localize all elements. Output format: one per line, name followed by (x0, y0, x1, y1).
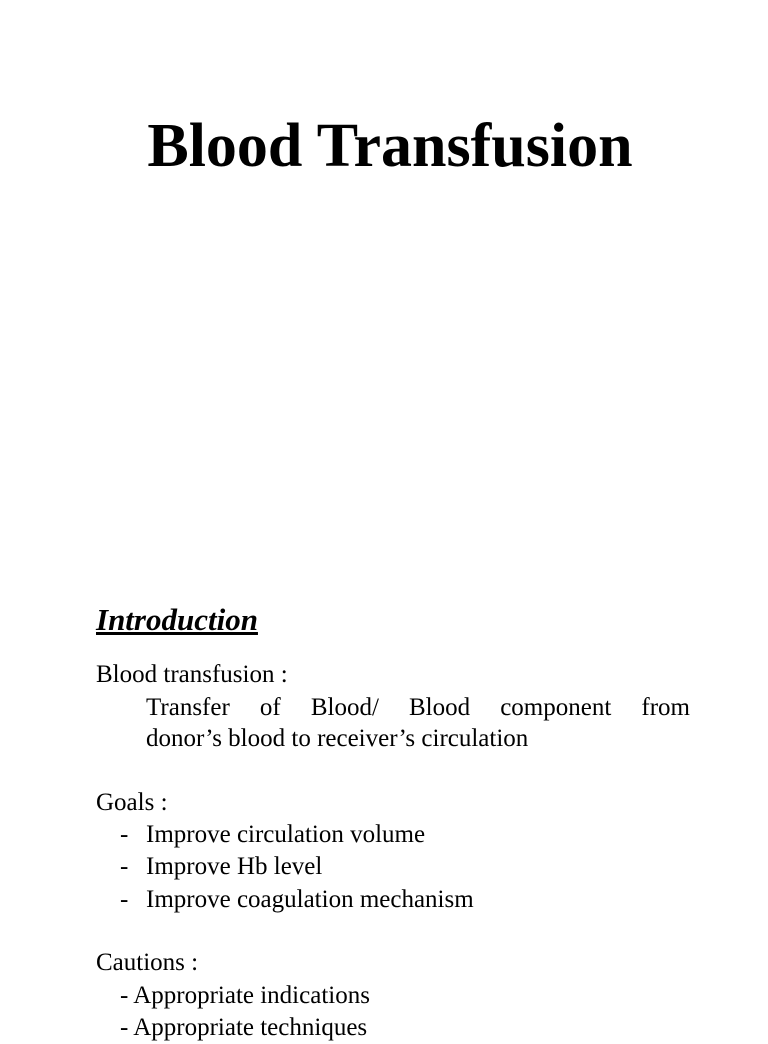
definition-line-1: Transfer of Blood/ Blood component from (146, 694, 690, 721)
goal-text: Improve Hb level (146, 853, 323, 880)
introduction-heading: Introduction (96, 602, 258, 637)
dash-marker: - (120, 853, 129, 880)
cautions-label: Cautions : (96, 949, 199, 976)
definition-label: Blood transfusion : (96, 661, 288, 688)
caution-item: - Appropriate indications (120, 982, 370, 1009)
goals-label: Goals : (96, 789, 168, 816)
goal-item (120, 819, 426, 851)
definition-line-2: donor’s blood to receiver’s circulation (146, 725, 529, 752)
goal-item (120, 851, 323, 883)
dash-marker: - (120, 821, 129, 848)
dash-marker: - (120, 886, 129, 913)
goal-text: Improve coagulation mechanism (146, 886, 474, 913)
goal-text: Improve circulation volume (146, 821, 426, 848)
caution-item: - Appropriate techniques (120, 1014, 368, 1041)
page-title: Blood Transfusion (147, 112, 633, 180)
goal-item (120, 884, 474, 916)
